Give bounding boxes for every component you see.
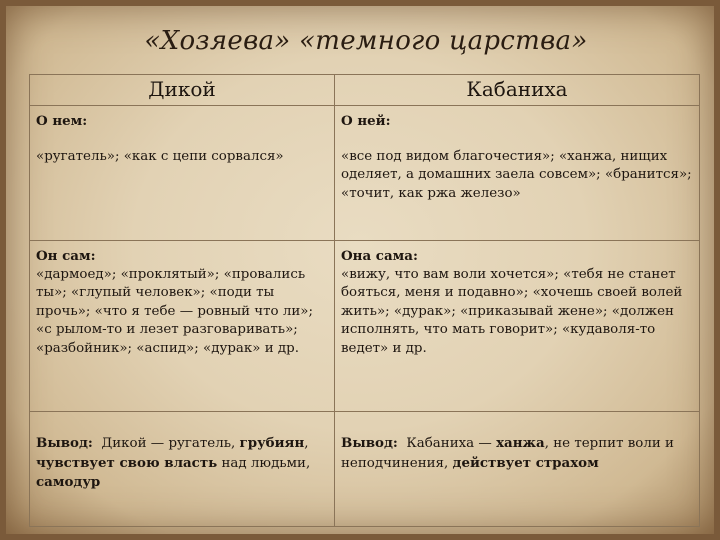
cell-label: Вывод: <box>341 435 398 451</box>
conclusion-text: Дикой — ругатель, <box>101 436 240 451</box>
cell-text: «дармоед»; «проклятый»; «провались ты»; «глупый человек»; «поди ты прочь»; «что я тебе — ровный что ли»; «с рылом-то и лезет разговаривать»; «разбойник»; «аспид»; «дурак» и др. <box>36 266 314 356</box>
cell-he-himself <box>30 241 335 412</box>
conclusion-keyword: грубиян <box>239 435 305 451</box>
cell-she-herself <box>335 241 700 412</box>
conclusion-keyword: чувствует свою власть <box>36 454 218 471</box>
header-dikoy: Дикой <box>30 75 335 106</box>
conclusion-text: Кабаниха — <box>406 436 497 451</box>
cell-text: «все под видом благочестия»; «ханжа, нищих оделяет, а домашних заела совсем»; «бранится»; «точит, как ржа железо» <box>341 148 692 201</box>
conclusion-text: , не терпит воли и неподчинения, <box>341 436 674 471</box>
conclusion-keyword: действует страхом <box>452 454 599 471</box>
table-row <box>30 412 700 527</box>
table-row <box>30 241 700 412</box>
conclusion-keyword: ханжа <box>496 435 545 451</box>
cell-label: Она сама: <box>341 248 418 264</box>
cell-about-her <box>335 106 700 241</box>
cell-label: Вывод: <box>36 435 93 451</box>
cell-about-him <box>30 106 335 241</box>
cell-conclusion-dikoy <box>30 412 335 527</box>
conclusion-text: , <box>304 436 309 451</box>
comparison-table <box>29 74 700 527</box>
slide-title: «Хозяева» «темного царства» <box>144 26 588 56</box>
cell-conclusion-kabanikha <box>335 412 700 527</box>
cell-text: «вижу, что вам воли хочется»; «тебя не станет бояться, меня и подавно»; «хочешь своей волей жить»; «дурак»; «приказывай жене»; «должен исполнять, что мать говорит»; «кудаволя-то ведет» и др. <box>341 266 683 356</box>
cell-text: «ругатель»; «как с цепи сорвался» <box>36 148 284 164</box>
conclusion-text: над людьми, <box>217 455 311 471</box>
table-header-row <box>30 75 700 106</box>
cell-label: О ней: <box>341 113 391 129</box>
conclusion-keyword: самодур <box>36 474 101 490</box>
cell-label: О нем: <box>36 113 88 129</box>
cell-label: Он сам: <box>36 248 96 264</box>
table-row <box>30 106 700 241</box>
header-kabanikha: Кабаниха <box>335 75 700 106</box>
